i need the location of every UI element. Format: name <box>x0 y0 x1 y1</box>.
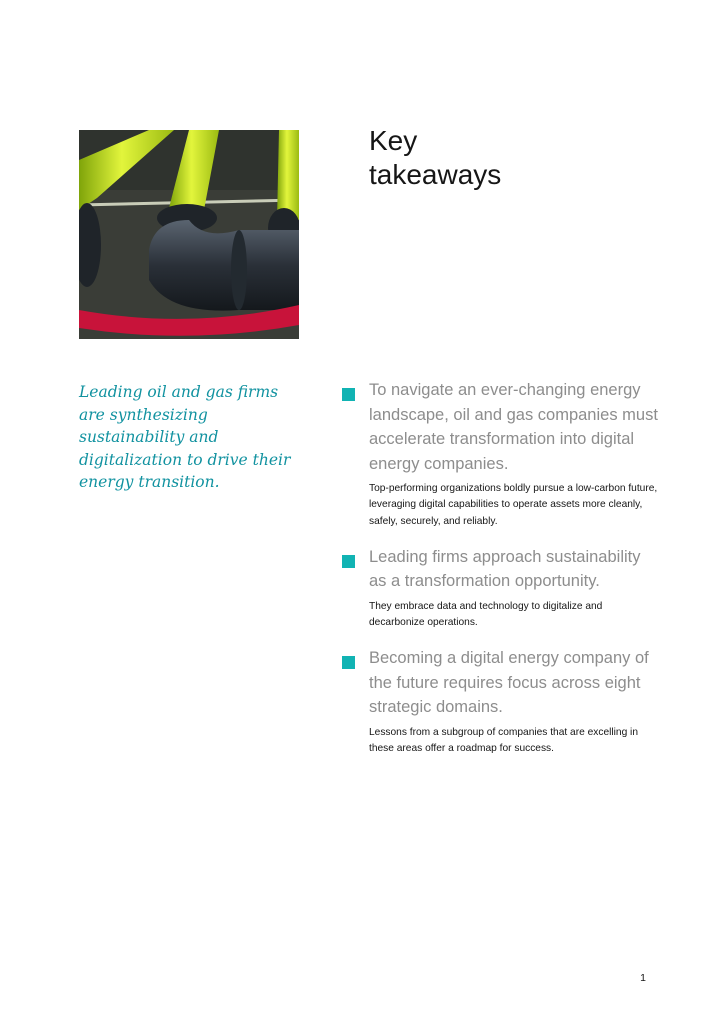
takeaway-item <box>340 545 660 632</box>
takeaways-list <box>340 378 660 758</box>
title-line-2: takeaways <box>369 159 502 190</box>
takeaway-item <box>340 646 660 757</box>
square-bullet-icon <box>342 388 355 401</box>
takeaway-heading: Leading firms approach sustainability as a transformation opportunity. <box>369 547 641 591</box>
takeaway-body: Top-performing organizations boldly pursue a low-carbon future, leveraging digital capabilities to operate assets more cleanly, safely, securely, and reliably. <box>369 483 658 527</box>
takeaway-body: Lessons from a subgroup of companies that are excelling in these areas offer a roadmap for success. <box>369 726 638 755</box>
square-bullet-icon <box>342 656 355 669</box>
page-number: 1 <box>640 972 646 984</box>
title-line-1: Key <box>369 125 418 156</box>
page-title <box>369 124 669 192</box>
square-bullet-icon <box>342 555 355 568</box>
takeaway-body: They embrace data and technology to digitalize and decarbonize operations. <box>369 600 603 629</box>
pipeline-photo <box>79 130 299 339</box>
takeaway-heading: To navigate an ever-changing energy landscape, oil and gas companies must accelerate transformation into digital energy companies. <box>369 381 658 473</box>
takeaway-heading: Becoming a digital energy company of the future requires focus across eight strategic domains. <box>369 649 649 717</box>
pull-quote: Leading oil and gas firms are synthesizing sustainability and digitalization to drive their energy transition. <box>79 383 291 491</box>
takeaway-item <box>340 378 660 530</box>
